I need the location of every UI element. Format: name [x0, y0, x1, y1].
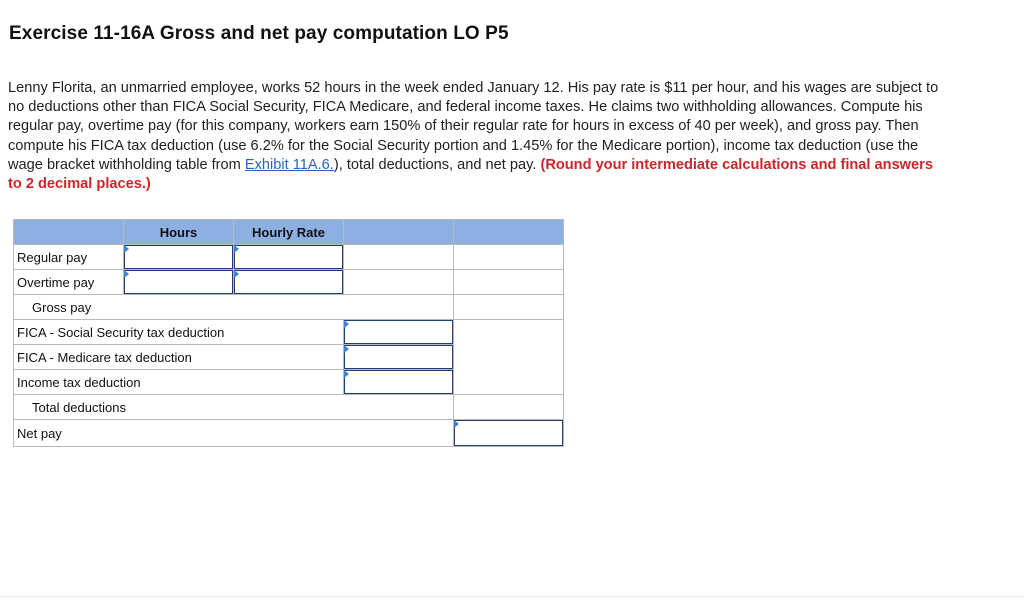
income-tax-cell [344, 370, 454, 395]
net-pay-cell [454, 420, 564, 447]
net-pay-input[interactable] [454, 420, 563, 446]
rounding-instruction: (Round your intermediate calculations and final answers to 2 decimal places.) [8, 156, 933, 193]
input-marker-icon [124, 270, 129, 278]
exercise-title: Exercise 11-16A Gross and net pay computation LO P5 [9, 23, 509, 44]
overtime-pay-spacer [344, 270, 454, 295]
prompt-text-continued: ), total deductions, and net pay. [333, 156, 541, 173]
bottom-divider [0, 596, 1024, 597]
input-marker-icon [234, 245, 239, 253]
fica-medicare-input[interactable] [344, 345, 453, 369]
table-row [14, 320, 564, 345]
input-marker-icon [344, 370, 349, 378]
table-row [14, 295, 564, 320]
regular-pay-spacer [344, 245, 454, 270]
header-hours: Hours [124, 220, 234, 245]
table-row [14, 245, 564, 270]
input-marker-icon [454, 420, 459, 428]
row-label-gross-pay: Gross pay [14, 295, 454, 320]
total-deductions-result-cell [454, 395, 564, 420]
row-label-net-pay: Net pay [14, 420, 454, 447]
exhibit-link[interactable]: Exhibit 11A.6. [244, 156, 334, 173]
deductions-blank-cell [454, 320, 564, 395]
row-label-overtime-pay: Overtime pay [14, 270, 124, 295]
regular-rate-input[interactable] [234, 245, 343, 269]
regular-hours-cell [124, 245, 234, 270]
prompt-text: Lenny Florita, an unmarried employee, works 52 hours in the week ended January 12. His pay rate is $11 per hour, and his wages are subject to no deductions other than FICA Social Security, FICA Medicare, and federal income taxes. He claims two withholding allowances. Compute his regular pay, overtime pay (for this company, workers earn 150% of their regular rate for hours in excess of 40 per week), and gross pay. Then compute his FICA tax deduction (use 6.2% for the Social Security portion and 1.45% for the Medicare portion), income tax deduction (use the wage bracket withholding table from [8, 80, 939, 173]
header-blank-5 [454, 220, 564, 245]
fica-medicare-cell [344, 345, 454, 370]
input-marker-icon [344, 320, 349, 328]
income-tax-input[interactable] [344, 370, 453, 394]
row-label-regular-pay: Regular pay [14, 245, 124, 270]
overtime-rate-cell [234, 270, 344, 295]
row-label-fica-ss: FICA - Social Security tax deduction [14, 320, 344, 345]
row-label-total-deductions: Total deductions [14, 395, 454, 420]
table-row [14, 270, 564, 295]
header-blank [14, 220, 124, 245]
table-header-row [14, 220, 564, 245]
input-marker-icon [234, 270, 239, 278]
regular-rate-cell [234, 245, 344, 270]
row-label-fica-medicare: FICA - Medicare tax deduction [14, 345, 344, 370]
input-marker-icon [344, 345, 349, 353]
gross-pay-result-cell [454, 295, 564, 320]
header-blank-4 [344, 220, 454, 245]
input-marker-icon [124, 245, 129, 253]
header-hourly-rate: Hourly Rate [234, 220, 344, 245]
table-row [14, 420, 564, 447]
row-label-income-tax: Income tax deduction [14, 370, 344, 395]
fica-ss-cell [344, 320, 454, 345]
overtime-hours-cell [124, 270, 234, 295]
pay-computation-table [13, 219, 564, 447]
exercise-prompt [8, 79, 948, 194]
overtime-pay-result-cell [454, 270, 564, 295]
overtime-rate-input[interactable] [234, 270, 343, 294]
fica-ss-input[interactable] [344, 320, 453, 344]
regular-hours-input[interactable] [124, 245, 233, 269]
regular-pay-result-cell [454, 245, 564, 270]
overtime-hours-input[interactable] [124, 270, 233, 294]
table-row [14, 395, 564, 420]
